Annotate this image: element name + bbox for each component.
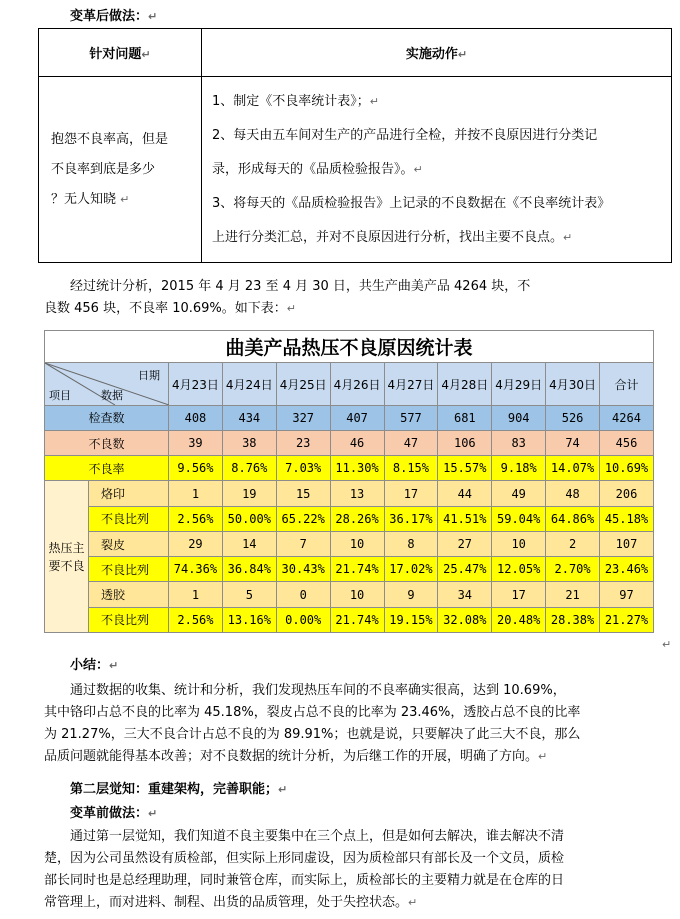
cell: 10 bbox=[330, 531, 384, 556]
cell: 1 bbox=[169, 582, 223, 607]
row-label-rate: 不良率 bbox=[45, 456, 169, 481]
cell: 9.56% bbox=[169, 456, 223, 481]
before-heading: 变革前做法：↵ bbox=[70, 806, 158, 821]
date-header: 4月24日 bbox=[222, 363, 276, 405]
cell: 408 bbox=[169, 405, 223, 430]
date-header: 4月26日 bbox=[330, 363, 384, 405]
cell: 29 bbox=[169, 531, 223, 556]
cell: 17 bbox=[492, 582, 546, 607]
stats-table bbox=[44, 330, 654, 633]
cell: 10.69% bbox=[600, 456, 654, 481]
cell: 19.15% bbox=[384, 607, 438, 632]
cell: 48 bbox=[546, 481, 600, 506]
row-label-inspect: 检查数 bbox=[45, 405, 169, 430]
cell: 407 bbox=[330, 405, 384, 430]
row-label-ratio: 不良比列 bbox=[89, 607, 169, 632]
cell: 21.74% bbox=[330, 557, 384, 582]
stats-table-title: 曲美产品热压不良原因统计表 bbox=[45, 331, 654, 363]
cell: 681 bbox=[438, 405, 492, 430]
cell: 2.56% bbox=[169, 607, 223, 632]
cell: 28.38% bbox=[546, 607, 600, 632]
cell: 21.74% bbox=[330, 607, 384, 632]
action-cell: 1、制定《不良率统计表》；↵ 2、每天由五车间对生产的产品进行全检，并按不良原因进行分类记 录，形成每天的《品质检验报告》。↵ 3、将每天的《品质检验报告》上记录的不良数据在《不良率统计表》 上进行分类汇总，并对不良原因进行分析，找出主要不良点。↵ bbox=[202, 77, 672, 263]
date-header: 4月28日 bbox=[438, 363, 492, 405]
date-header: 4月30日 bbox=[546, 363, 600, 405]
cell: 21.27% bbox=[600, 607, 654, 632]
cell: 11.30% bbox=[330, 456, 384, 481]
cell: 10 bbox=[330, 582, 384, 607]
cell: 0 bbox=[276, 582, 330, 607]
cell: 23.46% bbox=[600, 557, 654, 582]
row-label-defects: 不良数 bbox=[45, 430, 169, 455]
row-label-ratio: 不良比列 bbox=[89, 557, 169, 582]
cell: 32.08% bbox=[438, 607, 492, 632]
cell: 83 bbox=[492, 430, 546, 455]
cell: 50.00% bbox=[222, 506, 276, 531]
cell: 206 bbox=[600, 481, 654, 506]
cell: 36.84% bbox=[222, 557, 276, 582]
layer2-heading: 第二层觉知：重建架构，完善职能；↵ bbox=[70, 782, 288, 797]
cell: 327 bbox=[276, 405, 330, 430]
cell: 526 bbox=[546, 405, 600, 430]
cell: 10 bbox=[492, 531, 546, 556]
cell: 7.03% bbox=[276, 456, 330, 481]
cell: 1 bbox=[169, 481, 223, 506]
date-header: 4月29日 bbox=[492, 363, 546, 405]
cell: 20.48% bbox=[492, 607, 546, 632]
plan-table bbox=[38, 28, 672, 263]
cell: 15.57% bbox=[438, 456, 492, 481]
cell: 39 bbox=[169, 430, 223, 455]
cell: 15 bbox=[276, 481, 330, 506]
problem-cell: 抱怨不良率高，但是 不良率到底是多少 ？无人知晓 ↵ bbox=[39, 77, 202, 263]
total-header: 合计 bbox=[600, 363, 654, 405]
cell: 97 bbox=[600, 582, 654, 607]
cell: 434 bbox=[222, 405, 276, 430]
cell: 49 bbox=[492, 481, 546, 506]
cell: 9 bbox=[384, 582, 438, 607]
date-header: 4月23日 bbox=[169, 363, 223, 405]
section-heading: 变革后做法：↵ bbox=[70, 9, 158, 24]
header-action: 实施动作↵ bbox=[202, 29, 672, 77]
cell: 27 bbox=[438, 531, 492, 556]
row-label-ratio: 不良比列 bbox=[89, 506, 169, 531]
before-paragraph: 通过第一层觉知，我们知道不良主要集中在三个点上，但是如何去解决，谁去解决不清 楚，因为公司虽然设有质检部，但实际上形同虚设，因为质检部只有部长及一个文员，质检 部长同时也是总经理助理，同时兼管仓库，而实际上，质检部长的主要精力就是在仓库的日 常管理上，而对进料、制程、出货的品质管理，处于失控状态。↵ bbox=[44, 829, 565, 910]
cell: 8.15% bbox=[384, 456, 438, 481]
cell: 9.18% bbox=[492, 456, 546, 481]
cell: 2.56% bbox=[169, 506, 223, 531]
cell: 107 bbox=[600, 531, 654, 556]
cell: 25.47% bbox=[438, 557, 492, 582]
row-label-bleed: 透胶 bbox=[89, 582, 169, 607]
cell: 17.02% bbox=[384, 557, 438, 582]
cell: 59.04% bbox=[492, 506, 546, 531]
header-problem: 针对问题↵ bbox=[39, 29, 202, 77]
cell: 14 bbox=[222, 531, 276, 556]
cell: 17 bbox=[384, 481, 438, 506]
cell: 8.76% bbox=[222, 456, 276, 481]
summary-heading: 小结：↵ bbox=[70, 658, 119, 673]
cell: 7 bbox=[276, 531, 330, 556]
cell: 5 bbox=[222, 582, 276, 607]
date-header: 4月27日 bbox=[384, 363, 438, 405]
row-label-crack: 裂皮 bbox=[89, 531, 169, 556]
cell: 74 bbox=[546, 430, 600, 455]
cell: 44 bbox=[438, 481, 492, 506]
date-header: 4月25日 bbox=[276, 363, 330, 405]
cell: 30.43% bbox=[276, 557, 330, 582]
cell: 47 bbox=[384, 430, 438, 455]
cell: 21 bbox=[546, 582, 600, 607]
cell: 34 bbox=[438, 582, 492, 607]
cell: 41.51% bbox=[438, 506, 492, 531]
paragraph-mark: ↵ bbox=[662, 638, 672, 651]
row-label-brand: 烙印 bbox=[89, 481, 169, 506]
cell: 28.26% bbox=[330, 506, 384, 531]
summary-paragraph: 通过数据的收集、统计和分析，我们发现热压车间的不良率确实很高，达到 10.69%， 其中铬印占总不良的比率为 45.18%，裂皮占总不良的比率为 23.46%，透胶占总不良的比率 为 21.27%，三大不良合计占总不良的为 89.91%；也就是说，只要解决了此三大不良，那么 品质问题就能得基本改善；对不良数据的统计分析，为后继工作的开展，明确了方向。↵ bbox=[44, 683, 581, 764]
cell: 74.36% bbox=[169, 557, 223, 582]
cell: 14.07% bbox=[546, 456, 600, 481]
corner-data: 数据 bbox=[101, 388, 123, 402]
cell: 4264 bbox=[600, 405, 654, 430]
corner-cell bbox=[45, 363, 169, 405]
cell: 36.17% bbox=[384, 506, 438, 531]
cell: 38 bbox=[222, 430, 276, 455]
cell: 2.70% bbox=[546, 557, 600, 582]
cell: 45.18% bbox=[600, 506, 654, 531]
cell: 106 bbox=[438, 430, 492, 455]
cell: 2 bbox=[546, 531, 600, 556]
cell: 64.86% bbox=[546, 506, 600, 531]
cell: 456 bbox=[600, 430, 654, 455]
cell: 8 bbox=[384, 531, 438, 556]
cell: 0.00% bbox=[276, 607, 330, 632]
cell: 13.16% bbox=[222, 607, 276, 632]
group-label: 热压主 要不良 bbox=[45, 481, 89, 633]
cell: 19 bbox=[222, 481, 276, 506]
intro-paragraph: 经过统计分析，2015 年 4 月 23 至 4 月 30 日，共生产曲美产品 4264 块，不 良数 456 块，不良率 10.69%。如下表：↵ bbox=[44, 279, 531, 316]
cell: 23 bbox=[276, 430, 330, 455]
corner-date: 日期 bbox=[138, 369, 160, 383]
corner-item: 项目 bbox=[49, 388, 71, 402]
cell: 12.05% bbox=[492, 557, 546, 582]
cell: 904 bbox=[492, 405, 546, 430]
cell: 13 bbox=[330, 481, 384, 506]
cell: 577 bbox=[384, 405, 438, 430]
cell: 65.22% bbox=[276, 506, 330, 531]
cell: 46 bbox=[330, 430, 384, 455]
